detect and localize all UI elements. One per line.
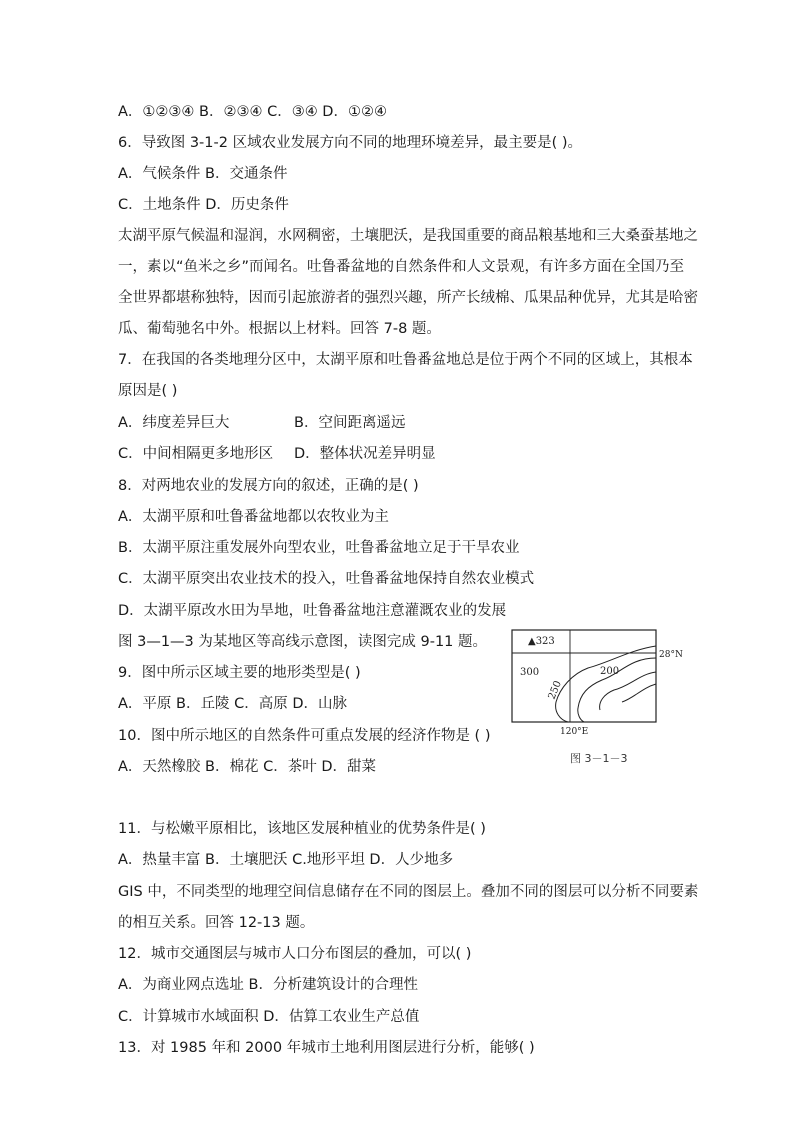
q8-option-c: C．太湖平原突出农业技术的投入，吐鲁番盆地保持自然农业模式 xyxy=(118,571,535,587)
q6-options-cd: C．土地条件 D．历史条件 xyxy=(118,197,289,213)
q10-stem: 10．图中所示地区的自然条件可重点发展的经济作物是 ( ) xyxy=(118,728,491,744)
q7-options-ab xyxy=(118,413,405,433)
passage-1-line-3: 全世界都堪称独特，因而引起旅游者的强烈兴趣，所产长绒棉、瓜果品种优异，尤其是哈密 xyxy=(118,290,698,306)
q7-options-cd xyxy=(118,444,436,464)
q7-option-c: C．中间相隔更多地形区 xyxy=(118,446,274,462)
contour-map-figure xyxy=(510,628,690,768)
q5-options: A．①②③④ B．②③④ C．③④ D．①②④ xyxy=(118,104,387,120)
passage-1-line-1: 太湖平原气候温和湿润，水网稠密，土壤肥沃，是我国重要的商品粮基地和三大桑蚕基地之 xyxy=(118,228,698,244)
q7-option-d: D．整体状况差异明显 xyxy=(294,446,436,462)
contour-map xyxy=(510,628,690,768)
q8-option-a: A．太湖平原和吐鲁番盆地都以农牧业为主 xyxy=(118,509,389,525)
q13-stem: 13．对 1985 年和 2000 年城市土地利用图层进行分析，能够( ) xyxy=(118,1040,535,1056)
passage-1-line-4: 瓜、葡萄驰名中外。根据以上材料。回答 7-8 题。 xyxy=(118,321,441,337)
longitude-label: 120°E xyxy=(560,727,589,737)
q12-stem: 12．城市交通图层与城市人口分布图层的叠加，可以( ) xyxy=(118,946,472,962)
contour-label-200: 200 xyxy=(600,666,620,677)
q9-options: A．平原 B．丘陵 C．高原 D．山脉 xyxy=(118,696,347,712)
q10-options: A．天然橡胶 B．棉花 C．茶叶 D．甜菜 xyxy=(118,759,376,775)
q8-stem: 8．对两地农业的发展方向的叙述，正确的是( ) xyxy=(118,478,419,494)
latitude-label: 28°N xyxy=(659,650,683,660)
q11-options: A．热量丰富 B．土壤肥沃 C.地形平坦 D．人少地多 xyxy=(118,852,454,868)
q11-stem: 11．与松嫩平原相比，该地区发展种植业的优势条件是( ) xyxy=(118,821,486,837)
contour-label-250: 250 xyxy=(546,679,564,702)
contour-label-300: 300 xyxy=(520,667,540,678)
q12-options-cd: C．计算城市水域面积 D．估算工农业生产总值 xyxy=(118,1009,420,1025)
q12-options-ab: A．为商业网点选址 B．分析建筑设计的合理性 xyxy=(118,977,418,993)
figure-intro: 图 3—1—3 为某地区等高线示意图，读图完成 9-11 题。 xyxy=(118,634,488,650)
passage-2-line-2: 的相互关系。回答 12-13 题。 xyxy=(118,915,315,931)
q8-option-b: B．太湖平原注重发展外向型农业，吐鲁番盆地立足于干旱农业 xyxy=(118,540,520,556)
q9-stem: 9．图中所示区域主要的地形类型是( ) xyxy=(118,665,361,681)
q7-option-a: A．纬度差异巨大 xyxy=(118,415,230,431)
figure-caption: 图 3－1－3 xyxy=(570,752,628,765)
q6-options-ab: A．气候条件 B．交通条件 xyxy=(118,166,288,182)
q7-stem-cont: 原因是( ) xyxy=(118,383,178,399)
passage-2-line-1: GIS 中，不同类型的地理空间信息储存在不同的图层上。叠加不同的图层可以分析不同要素 xyxy=(118,884,699,900)
q7-stem: 7．在我国的各类地理分区中，太湖平原和吐鲁番盆地总是位于两个不同的区域上，其根本 xyxy=(118,352,693,368)
passage-1-line-2: 一，素以“鱼米之乡”而闻名。吐鲁番盆地的自然条件和人文景观，有许多方面在全国乃至 xyxy=(118,259,685,275)
q7-option-b: B．空间距离遥远 xyxy=(294,415,406,431)
peak-label: ▲323 xyxy=(528,636,555,647)
q6-stem: 6．导致图 3-1-2 区域农业发展方向不同的地理环境差异，最主要是( )。 xyxy=(118,135,583,151)
q8-option-d: D．太湖平原改水田为旱地，吐鲁番盆地注意灌溉农业的发展 xyxy=(118,603,507,619)
